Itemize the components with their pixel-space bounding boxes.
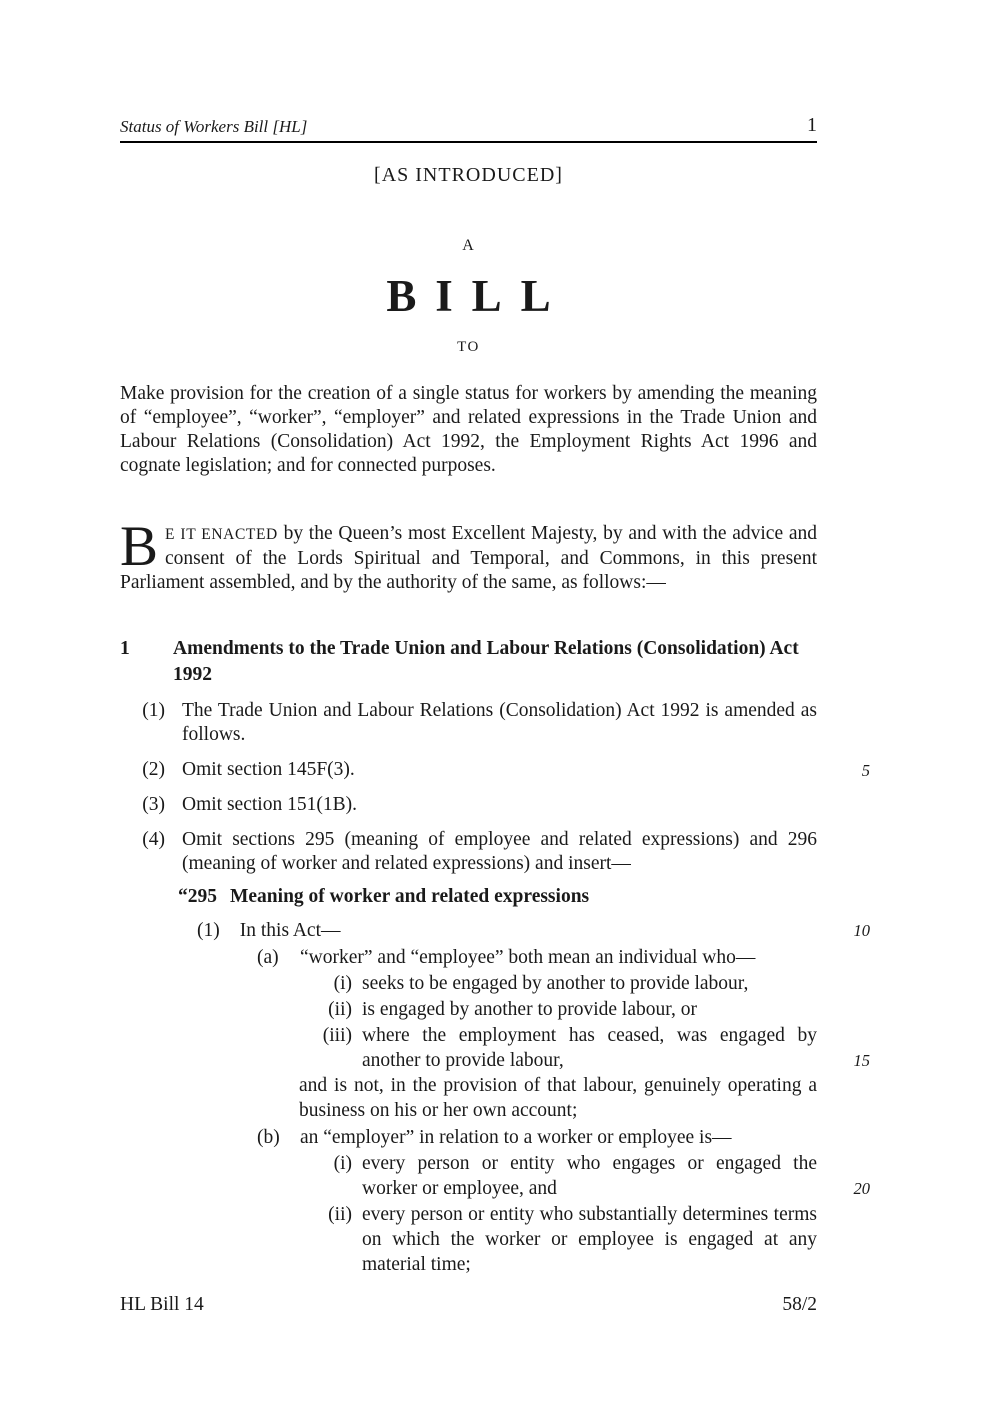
clause-heading-row [120, 636, 817, 688]
margin-line-number: 5 [861, 761, 870, 780]
enacting-formula [120, 515, 818, 595]
inserted-section-number: “295 [178, 886, 217, 907]
subparagraph-a-i [305, 971, 817, 996]
paragraph-a [257, 945, 817, 970]
long-title: Make provision for the creation of a single status for workers by amending the meaning of “employee”, “worker”, “employer” and related expressions in the Trade Union and Labour Relations (Consolidation) Act 1992, the Employment Rights Act 1996 and cognate legislation; and for connected purposes. [120, 383, 817, 476]
page-footer [120, 1294, 817, 1316]
paragraph-text: an “employer” in relation to a worker or employee is— [300, 1127, 732, 1148]
paragraph-marker: (b) [257, 1127, 280, 1148]
subparagraph-text: every person or entity who substantially determines terms on which the worker or employee is engaged at any material time; [362, 1204, 817, 1275]
paragraph-b [257, 1125, 817, 1150]
subparagraph-marker: (ii) [328, 1204, 352, 1225]
subparagraph-marker: (i) [333, 973, 352, 994]
subparagraph-a-ii [305, 997, 817, 1022]
bill-to-label: TO [457, 339, 480, 355]
subparagraph-text: where the employment has ceased, was engaged by another to provide labour, [362, 1025, 817, 1071]
bill-word: BILL [386, 271, 570, 321]
clause-heading: Amendments to the Trade Union and Labour Relations (Consolidation) Act 1992 [173, 638, 799, 685]
subparagraph-text: is engaged by another to provide labour, or [362, 999, 697, 1020]
paragraph-a-continuation: and is not, in the provision of that labour, genuinely operating a business on his or her own account; [299, 1075, 817, 1121]
running-header [120, 114, 817, 143]
footer-bill-number: HL Bill 14 [120, 1294, 204, 1315]
enacting-small-caps: E IT ENACTED [165, 526, 278, 543]
enacting-dropcap: B [120, 515, 159, 578]
paragraph-marker: (a) [257, 947, 279, 968]
inserted-section-heading: Meaning of worker and related expressions [230, 886, 590, 907]
subparagraph-text: every person or entity who engages or engaged the worker or employee, and [362, 1153, 817, 1199]
subsection-text: Omit section 151(1B). [182, 794, 357, 815]
subparagraph-marker: (ii) [328, 999, 352, 1020]
subsection-text: The Trade Union and Labour Relations (Consolidation) Act 1992 is amended as follows. [182, 700, 817, 745]
subparagraph-b-i [305, 1151, 870, 1201]
subparagraph-marker: (i) [333, 1153, 352, 1174]
subsection-2 [120, 758, 870, 782]
subsection-text: Omit section 145F(3). [182, 759, 355, 780]
bill-article-letter: A [462, 237, 475, 254]
margin-line-number: 20 [853, 1179, 870, 1198]
subparagraph-marker: (iii) [322, 1025, 352, 1046]
enacting-text: by the Queen’s most Excellent Majesty, by and with the advice and consent of the Lords Spiritual and Temporal, and Commons, in this present Parliament assembled, and by the authority of the same, as follows:— [120, 523, 818, 593]
subsection-1 [120, 699, 817, 747]
inserted-subsection-1 [197, 918, 870, 943]
inserted-section-heading-row [178, 884, 817, 910]
as-introduced-label: [AS INTRODUCED] [374, 164, 563, 186]
subsection-text: Omit sections 295 (meaning of employee and related expressions) and 296 (meaning of worker and related expressions) and insert— [182, 829, 817, 874]
margin-line-number: 10 [853, 921, 870, 940]
subsection-4 [120, 828, 817, 876]
clause-number: 1 [120, 638, 130, 659]
subsection-marker: (3) [142, 794, 165, 815]
subparagraph-text: seeks to be engaged by another to provide labour, [362, 973, 749, 994]
page-number: 1 [807, 114, 817, 136]
margin-line-number: 15 [853, 1051, 870, 1070]
subparagraph-b-ii [305, 1202, 817, 1277]
subsection-text: In this Act— [239, 920, 341, 941]
subsection-marker: (1) [197, 920, 220, 941]
paragraph-text: “worker” and “employee” both mean an individual who— [300, 947, 756, 968]
subsection-3 [120, 793, 817, 817]
subsection-marker: (1) [142, 700, 165, 721]
subparagraph-a-iii [305, 1023, 870, 1073]
footer-session-number: 58/2 [782, 1294, 817, 1315]
subsection-marker: (2) [142, 759, 165, 780]
running-header-title: Status of Workers Bill [HL] [120, 117, 308, 136]
subsection-marker: (4) [142, 829, 165, 850]
